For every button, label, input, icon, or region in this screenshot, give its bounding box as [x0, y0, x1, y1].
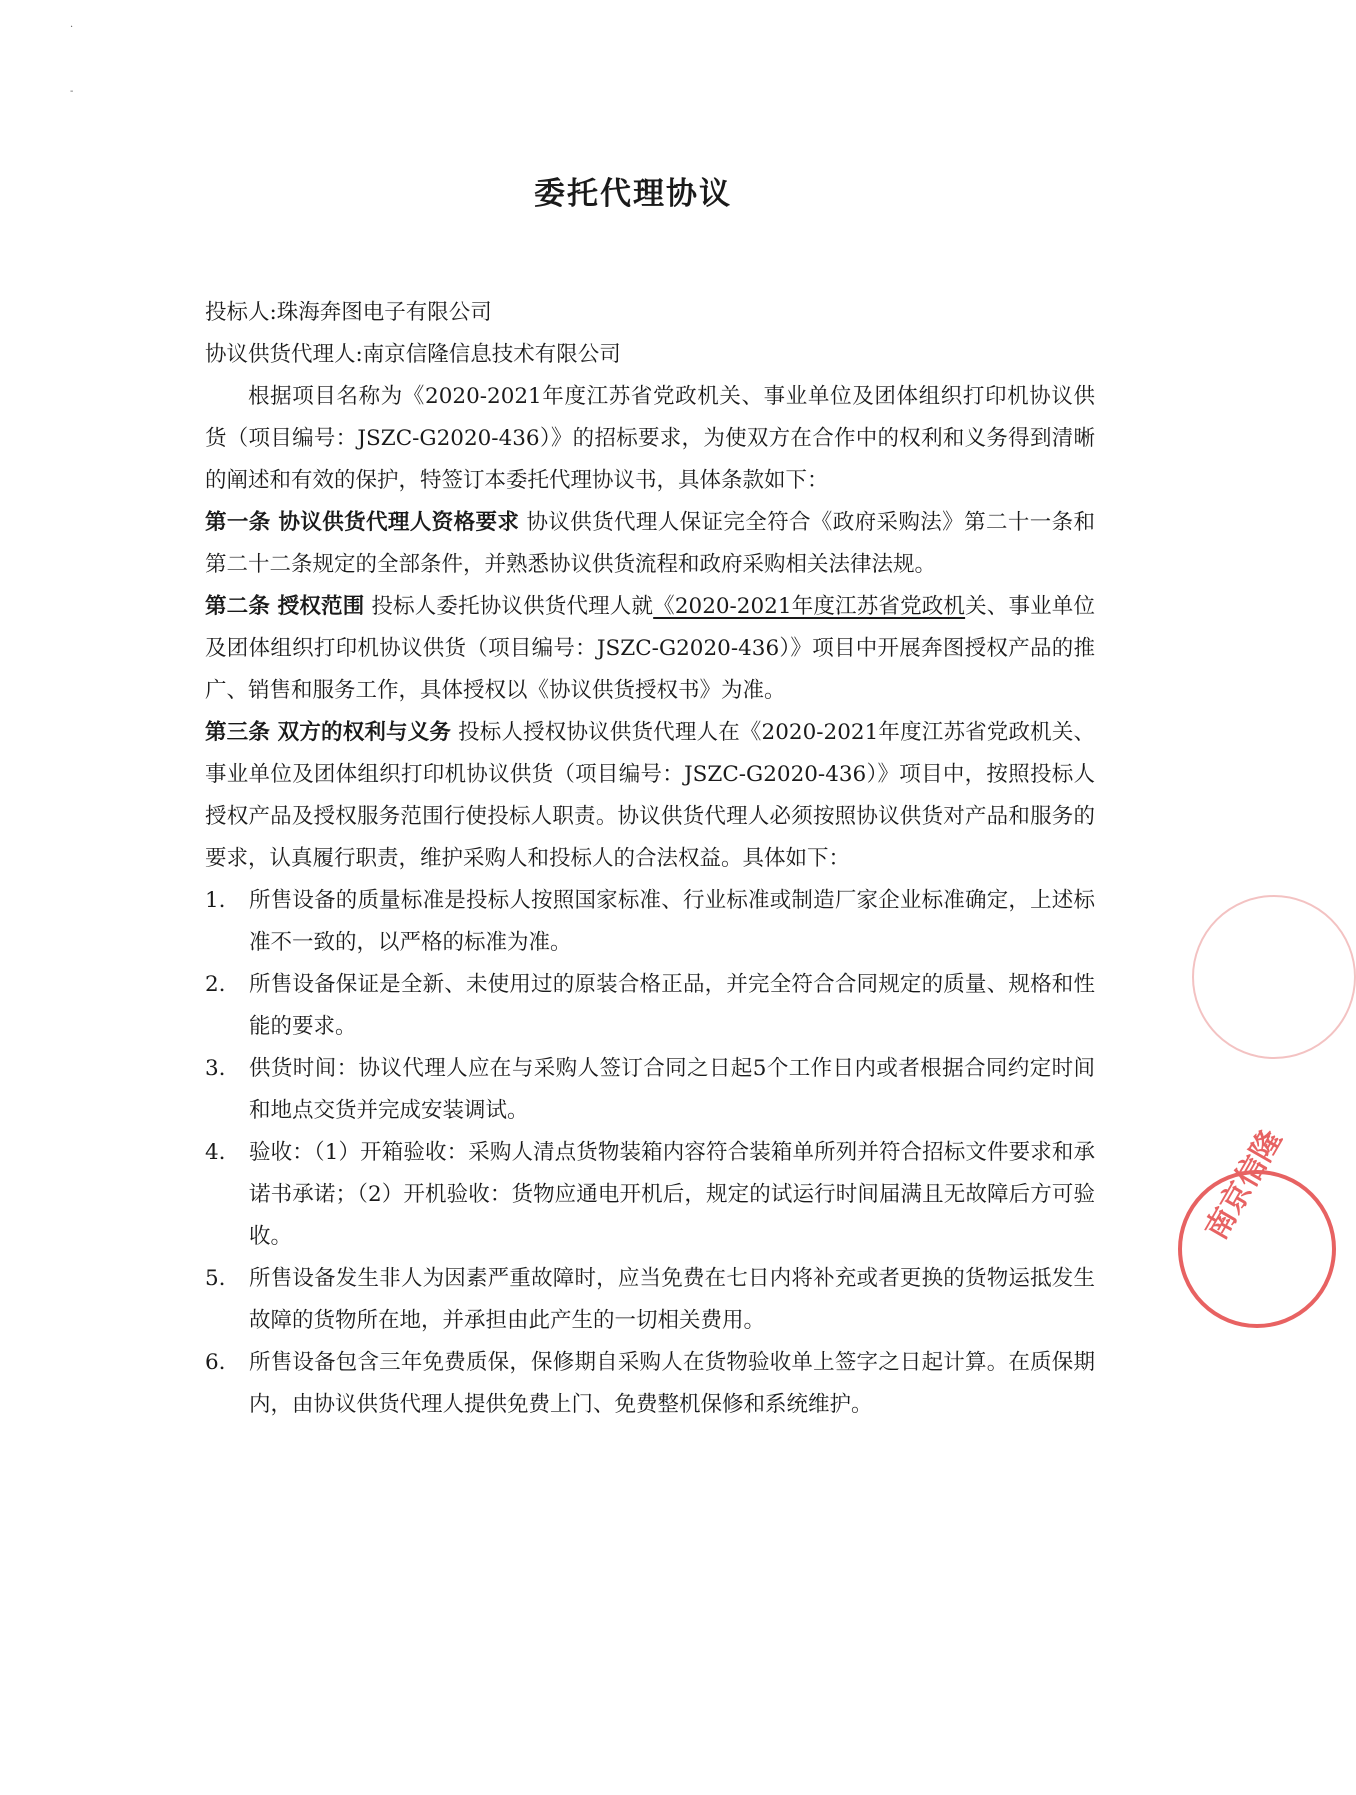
list-item-text: 所售设备的质量标准是投标人按照国家标准、行业标准或制造厂家企业标准确定，上述标准不一致的，以严格的标准为准。	[249, 888, 1095, 955]
bidder-line: 投标人:珠海奔图电子有限公司	[205, 300, 492, 325]
article-2-text-underlined: 《2020-2021年度江苏省党政机	[653, 594, 966, 619]
list-item-text: 所售设备发生非人为因素严重故障时，应当免费在七日内将补充或者更换的货物运抵发生故障的货物所在地，并承担由此产生的一切相关费用。	[249, 1266, 1095, 1333]
list-item	[205, 1048, 1095, 1132]
list-item	[205, 1132, 1095, 1258]
document-title: 委托代理协议	[534, 176, 732, 212]
list-item-text: 供货时间：协议代理人应在与采购人签订合同之日起5个工作日内或者根据合同约定时间和地点交货并完成安装调试。	[249, 1056, 1095, 1123]
article-2-text-after: 关、事业单位及团体组织打印机协议供货（项目编号：JSZC-G2020-436）》项目中开展奔图授权产品的推广、销售和服务工作，具体授权以《协议供货授权书》为准。	[205, 594, 1095, 703]
article-3-heading: 第三条 双方的权利与义务	[205, 720, 452, 745]
article-2	[205, 586, 1095, 712]
article-1-heading: 第一条 协议供货代理人资格要求	[205, 510, 520, 535]
list-item	[205, 1342, 1095, 1426]
article-1	[205, 502, 1095, 586]
list-item-text: 所售设备保证是全新、未使用过的原装合格正品，并完全符合合同规定的质量、规格和性能的要求。	[249, 972, 1095, 1039]
agent-line: 协议供货代理人:南京信隆信息技术有限公司	[205, 342, 621, 367]
scan-mark: -	[70, 86, 74, 97]
list-item-number: 3.	[205, 1056, 226, 1081]
intro-paragraph: 根据项目名称为《2020-2021年度江苏省党政机关、事业单位及团体组织打印机协议供货（项目编号：JSZC-G2020-436）》的招标要求，为使双方在合作中的权利和义务得到清晰的阐述和有效的保护，特签订本委托代理协议书，具体条款如下：	[205, 384, 1095, 493]
scan-mark: ·	[70, 22, 74, 33]
list-item-number: 2.	[205, 972, 226, 997]
article-2-text-before: 投标人委托协议供货代理人就	[371, 594, 654, 619]
list-item-text: 验收：（1）开箱验收：采购人清点货物装箱内容符合装箱单所列并符合招标文件要求和承诺书承诺；（2）开机验收：货物应通电开机后，规定的试运行时间届满且无故障后方可验收。	[249, 1140, 1095, 1249]
list-item-number: 5.	[205, 1266, 226, 1291]
company-seal-stamp	[1178, 1124, 1336, 1328]
seal-text: 南京信隆	[1198, 1124, 1290, 1246]
list-item-number: 6.	[205, 1350, 226, 1375]
list-item	[205, 1258, 1095, 1342]
list-item	[205, 964, 1095, 1048]
list-item	[205, 880, 1095, 964]
document-body	[205, 292, 1095, 1426]
list-item-text: 所售设备包含三年免费质保，保修期自采购人在货物验收单上签字之日起计算。在质保期内，由协议供货代理人提供免费上门、免费整机保修和系统维护。	[249, 1350, 1095, 1417]
article-2-heading: 第二条 授权范围	[205, 594, 365, 619]
article-1-text: 协议供货代理人保证完全符合《政府采购法》第二十一条和第二十二条规定的全部条件，并熟悉协议供货流程和政府采购相关法律法规。	[205, 510, 1095, 577]
article-3	[205, 712, 1095, 880]
list-item-number: 1.	[205, 888, 226, 913]
faint-seal-stamp	[1192, 895, 1356, 1059]
list-item-number: 4.	[205, 1140, 226, 1165]
article-3-text: 投标人授权协议供货代理人在《2020-2021年度江苏省党政机关、事业单位及团体组织打印机协议供货（项目编号：JSZC-G2020-436）》项目中，按照投标人授权产品及授权服务范围行使投标人职责。协议供货代理人必须按照协议供货对产品和服务的要求，认真履行职责，维护采购人和投标人的合法权益。具体如下：	[205, 720, 1095, 871]
